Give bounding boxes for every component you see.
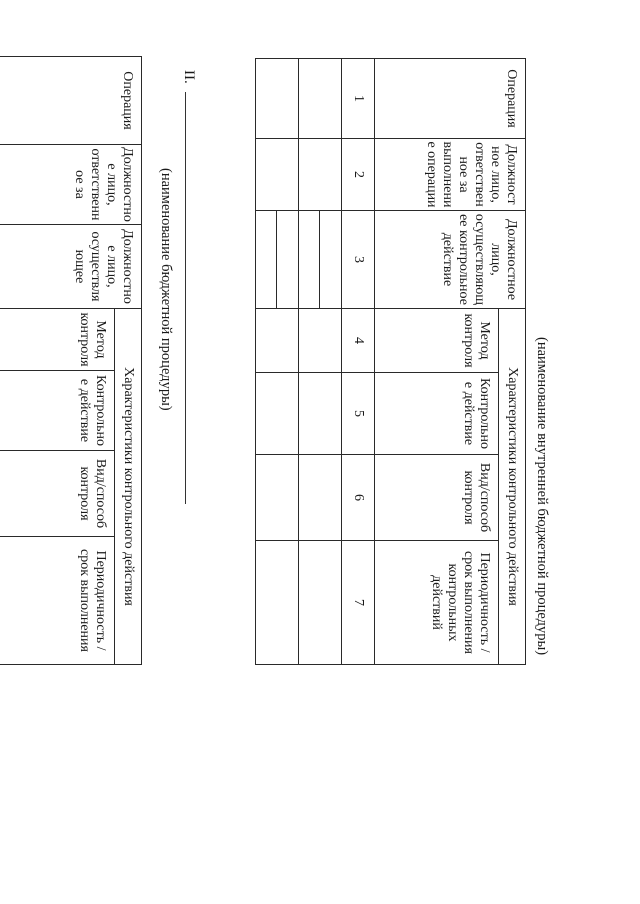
table-cell [299,541,342,665]
table-cell [299,139,342,211]
column-number-2: 2 [342,139,375,211]
header-control-type: Вид/способ контроля [0,451,115,537]
header-operation: Операция [0,57,142,145]
header-control-type: Вид/способ контроля [375,455,499,541]
header-control-characteristics: Характеристики контрольного действия [115,309,142,665]
table-cell [256,139,299,211]
table-cell [299,455,342,541]
header-control-characteristics: Характеристики контрольного действия [499,309,526,665]
control-actions-table-1 [255,58,526,665]
table-cell [256,59,299,139]
column-number-3: 3 [342,211,375,309]
table-cell [256,373,299,455]
header-responsible-person: Должностное лицо, ответственное за [0,145,142,225]
header-control-period: Периодичность /срок выполнения [0,537,115,665]
table-cell [256,541,299,665]
header-controlling-person: Должностное лицо, осуществляющее контрольное действие [375,211,526,309]
table-cell [299,373,342,455]
header-control-action: Контрольное действие [375,373,499,455]
procedure-name-line [185,92,200,504]
table-cell [256,211,299,309]
table-cell [299,309,342,373]
table-cell [256,309,299,373]
column-numbers-row [342,59,375,665]
section-heading [180,70,200,504]
table-row [299,59,342,665]
table-cell [256,455,299,541]
column-number-7: 7 [342,541,375,665]
column-number-1: 1 [342,59,375,139]
table-cell [299,59,342,139]
header-controlling-person: Должностное лицо, осуществляющее [0,225,142,309]
header-responsible-person: Должностное лицо, ответственное за выполнение операции [375,139,526,211]
header-row-1 [499,59,526,665]
column-number-5: 5 [342,373,375,455]
header-control-action: Контрольное действие [0,371,115,451]
budget-procedure-caption: (наименование бюджетной процедуры) [158,168,174,411]
section-number: II. [181,70,197,84]
header-operation: Операция [375,59,526,139]
column-number-4: 4 [342,309,375,373]
column-number-6: 6 [342,455,375,541]
header-control-method: Метод контроля [375,309,499,373]
internal-procedure-caption: (наименование внутренней бюджетной процедуры) [534,337,550,656]
table-cell [299,211,342,309]
header-row-1 [115,57,142,665]
header-control-method: Метод контроля [0,309,115,371]
header-control-period: Периодичность /срок выполнения контрольных действий [375,541,499,665]
control-actions-table-2 [0,56,142,665]
table-row [256,59,299,665]
